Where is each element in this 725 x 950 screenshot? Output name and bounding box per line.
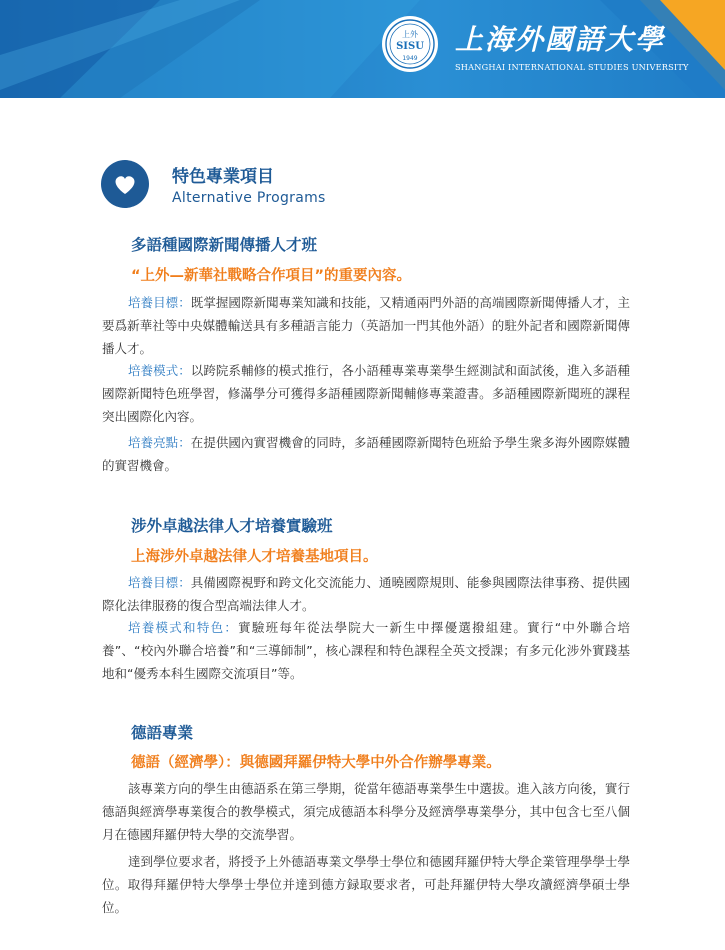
- program-title: 德語專業: [131, 724, 194, 742]
- program-paragraph: [102, 431, 630, 477]
- paragraph-text: 既掌握國際新聞專業知識和技能，又精通兩門外語的高端國際新聞傳播人才，主要爲新華社等中央媒體輸送具有多種語言能力（英語加一門其他外語）的駐外記者和國際新聞傳播人才。: [102, 295, 630, 356]
- paragraph-label: 培養目標：: [128, 575, 191, 590]
- paragraph-label: 培養亮點：: [128, 435, 191, 450]
- section-subtitle: Alternative Programs: [172, 190, 326, 206]
- paragraph-text: 具備國際視野和跨文化交流能力、通曉國際規則、能參與國際法律事務、提供國際化法律服務的復合型高端法律人才。: [102, 575, 630, 613]
- program-title: 涉外卓越法律人才培養實驗班: [131, 517, 333, 535]
- program-paragraph: [102, 616, 630, 685]
- program-paragraph: [102, 850, 630, 919]
- paragraph-label: 培養模式：: [128, 363, 191, 378]
- program-subtitle: 德語（經濟學）：與德國拜羅伊特大學中外合作辦學專業。: [131, 755, 501, 771]
- program-paragraph: [102, 777, 630, 846]
- svg-text:SISU: SISU: [396, 41, 424, 52]
- program-paragraph: [102, 291, 630, 360]
- university-name-en: SHANGHAI INTERNATIONAL STUDIES UNIVERSITY: [455, 62, 689, 72]
- paragraph-text: 在提供國內實習機會的同時，多語種國際新聞特色班給予學生衆多海外國際媒體的實習機會。: [102, 435, 630, 473]
- university-seal-logo: [380, 14, 440, 74]
- paragraph-label: 培養目標：: [128, 295, 191, 310]
- program-subtitle: 上海涉外卓越法律人才培養基地項目。: [131, 549, 378, 565]
- svg-text:上外: 上外: [402, 30, 418, 39]
- paragraph-text: 該專業方向的學生由德語系在第三學期，從當年德語專業學生中選拔。進入該方向後，實行德語與經濟學專業復合的教學模式，須完成德語本科學分及經濟學專業學分，其中包含七至八個月在德國拜羅伊特大學的交流學習。: [102, 781, 630, 842]
- university-name-cn: 上海外國語大學: [455, 23, 666, 56]
- paragraph-text: 達到學位要求者，將授予上外德語專業文學學士學位和德國拜羅伊特大學企業管理學學士學位。取得拜羅伊特大學學士學位并達到德方録取要求者，可赴拜羅伊特大學攻讀經濟學碩士學位。: [102, 854, 630, 915]
- program-paragraph: [102, 571, 630, 617]
- program-subtitle: “上外—新華社戰略合作項目”的重要內容。: [131, 268, 412, 284]
- paragraph-label: 培養模式和特色：: [128, 620, 239, 635]
- paragraph-text: 以跨院系輔修的模式推行，各小語種專業專業學生經測試和面試後，進入多語種國際新聞特色班學習，修滿學分可獲得多語種國際新聞輔修專業證書。多語種國際新聞班的課程突出國際化內容。: [102, 363, 630, 424]
- paragraph-text: 實驗班每年從法學院大一新生中擇優選撥組建。實行“中外聯合培養”、“校內外聯合培養”和“三導師制”，核心課程和特色課程全英文授課；有多元化涉外實踐基地和“優秀本科生國際交流項目”等。: [102, 620, 630, 681]
- program-paragraph: [102, 359, 630, 428]
- heart-icon: [101, 160, 149, 208]
- svg-text:1949: 1949: [402, 55, 418, 62]
- section-title: 特色專業項目: [172, 167, 274, 187]
- program-title: 多語種國際新聞傳播人才班: [131, 236, 318, 254]
